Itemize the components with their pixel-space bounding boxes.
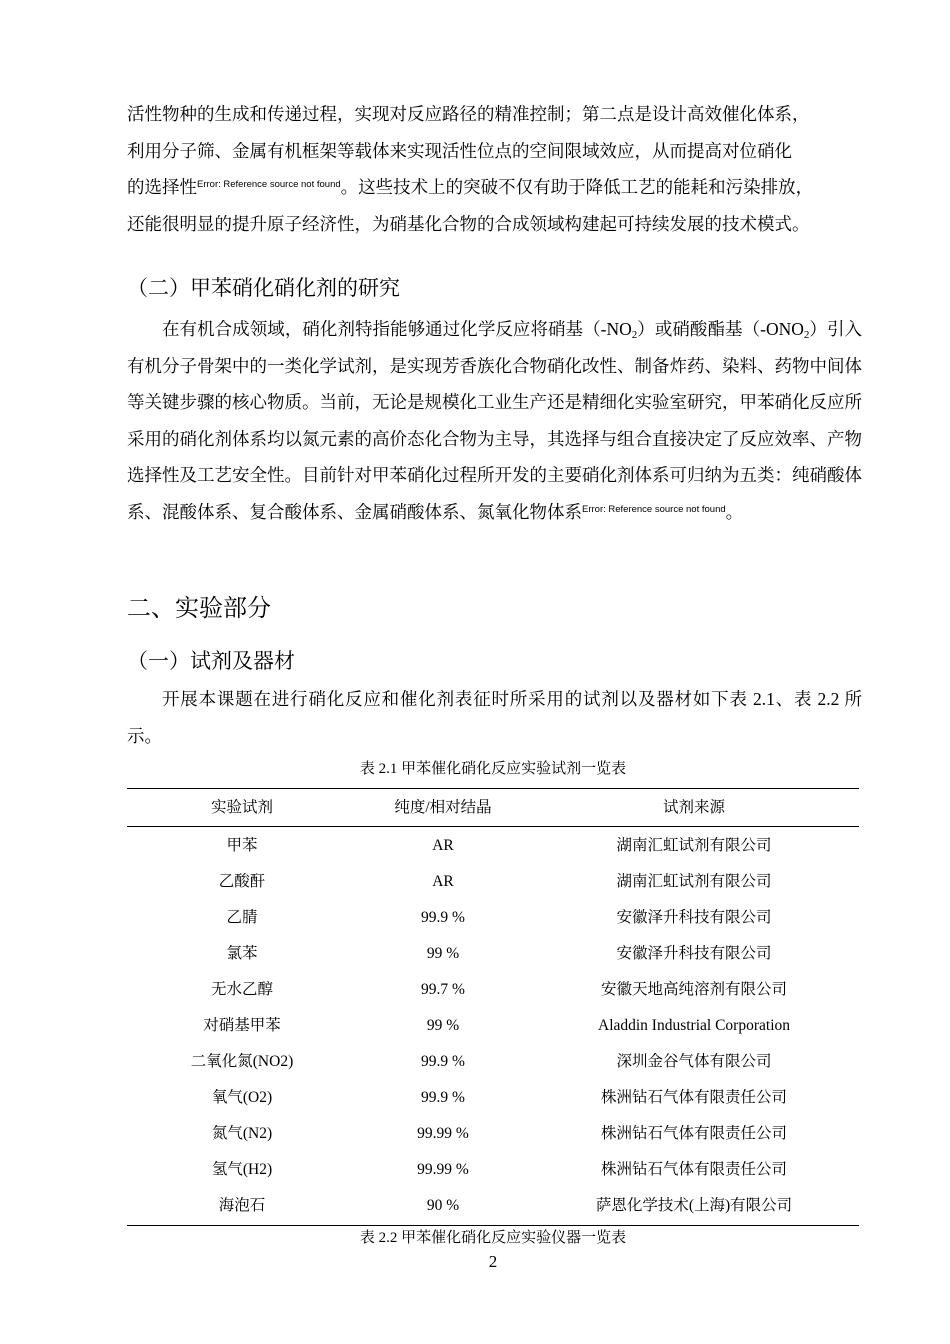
cell-source: 湖南汇虹试剂有限公司 bbox=[616, 873, 772, 890]
nitrating-agents-paragraph bbox=[127, 311, 862, 530]
cell-source: Aladdin Industrial Corporation bbox=[598, 1017, 790, 1034]
table-row bbox=[127, 1116, 859, 1152]
intro-line-2: 利用分子筛、金属有机框架等载体来实现活性位点的空间限域效应，从而提高对位硝化 bbox=[127, 140, 792, 161]
cell-purity: 99 % bbox=[426, 1017, 460, 1034]
page-number: 2 bbox=[488, 1252, 498, 1271]
cell-reagent: 无水乙醇 bbox=[210, 981, 273, 998]
reference-error-note: Error: Reference source not found bbox=[582, 503, 726, 515]
table-row bbox=[127, 864, 859, 900]
cell-reagent: 海泡石 bbox=[218, 1197, 266, 1214]
reagents-paragraph: 开展本课题在进行硝化反应和催化剂表征时所采用的试剂以及器材如下表 2.1、表 2.2 所示。 bbox=[127, 689, 862, 746]
table-row bbox=[127, 1188, 859, 1224]
intro-line-3a: 的选择性 bbox=[127, 177, 197, 197]
cell-purity: AR bbox=[432, 873, 454, 890]
cell-source: 安徽泽升科技有限公司 bbox=[616, 945, 772, 962]
cell-reagent: 氯苯 bbox=[226, 945, 258, 962]
cell-reagent: 氮气(N2) bbox=[211, 1125, 273, 1142]
table-row bbox=[127, 936, 859, 972]
intro-line-1: 活性物种的生成和传递过程，实现对反应路径的精准控制；第二点是设计高效催化体系， bbox=[127, 104, 810, 124]
cell-reagent: 乙腈 bbox=[226, 909, 258, 926]
nitrating-text-c: ）引入有机分子骨架中的一类化学试剂，是实现芳香族化合物硝化改性、制备炸药、染料、药物中间体等关键步骤的核心物质。当前，无论是规模化工业生产还是精细化实验室研究，甲苯硝化反应所采用的硝化剂体系均以氮元素的高价态化合物为主导，其选择与组合直接决定了反应效率、产物选择性及工艺安全性。目前针对甲苯硝化过程所开发的主要硝化剂体系可归纳为五类：纯硝酸体系、混酸体系、复合酸体系、金属硝酸体系、氮氧化物体系 bbox=[127, 319, 862, 522]
cell-reagent: 对硝基甲苯 bbox=[203, 1017, 281, 1034]
table-row bbox=[127, 1008, 859, 1044]
cell-purity: 99 % bbox=[426, 945, 460, 962]
nitrating-text-end: 。 bbox=[725, 501, 744, 522]
cell-purity: 99.9 % bbox=[421, 1053, 465, 1070]
table-bottom-rule bbox=[127, 1225, 859, 1226]
cell-source: 深圳金谷气体有限公司 bbox=[616, 1053, 772, 1070]
cell-reagent: 氧气(O2) bbox=[211, 1089, 273, 1106]
header-reagent: 实验试剂 bbox=[210, 799, 273, 816]
nitrating-text-a: 在有机合成领域，硝化剂特指能够通过化学反应将硝基（-NO bbox=[162, 319, 632, 339]
nitrating-text-b: ）或硝酸酯基（-ONO bbox=[637, 319, 804, 339]
header-purity: 纯度/相对结晶 bbox=[394, 799, 492, 816]
cell-source: 湖南汇虹试剂有限公司 bbox=[616, 837, 772, 854]
cell-purity: 99.9 % bbox=[421, 909, 465, 926]
table1-caption: 表 2.1 甲苯催化硝化反应实验试剂一览表 bbox=[359, 761, 627, 777]
subscript-2: 2 bbox=[631, 329, 638, 341]
table2-caption: 表 2.2 甲苯催化硝化反应实验仪器一览表 bbox=[359, 1230, 627, 1246]
header-source: 试剂来源 bbox=[662, 799, 725, 816]
reference-error-note: Error: Reference source not found bbox=[197, 179, 341, 190]
section-heading-nitrating-agents: （二）甲苯硝化硝化剂的研究 bbox=[127, 276, 400, 300]
cell-source: 安徽泽升科技有限公司 bbox=[616, 909, 772, 926]
table-row bbox=[127, 972, 859, 1008]
table-row bbox=[127, 900, 859, 936]
cell-reagent: 二氧化氮(NO2) bbox=[190, 1053, 294, 1070]
table-row bbox=[127, 1080, 859, 1116]
cell-source: 株洲钻石气体有限责任公司 bbox=[600, 1089, 787, 1106]
intro-paragraph bbox=[127, 96, 862, 242]
cell-purity: 99.9 % bbox=[421, 1089, 465, 1106]
intro-line-3b: 。这些技术上的突破不仅有助于降低工艺的能耗和污染排放， bbox=[340, 177, 814, 197]
cell-source: 安徽天地高纯溶剂有限公司 bbox=[600, 981, 787, 998]
cell-purity: 90 % bbox=[426, 1197, 460, 1214]
cell-reagent: 乙酸酐 bbox=[218, 873, 266, 890]
table-row bbox=[127, 1152, 859, 1188]
cell-purity: 99.99 % bbox=[417, 1125, 469, 1142]
intro-line-4: 还能很明显的提升原子经济性，为硝基化合物的合成领域构建起可持续发展的技术模式。 bbox=[127, 213, 810, 234]
section-heading-reagents: （一）试剂及器材 bbox=[127, 649, 295, 673]
cell-purity: 99.99 % bbox=[417, 1161, 469, 1178]
subscript-2: 2 bbox=[803, 329, 810, 341]
cell-source: 株洲钻石气体有限责任公司 bbox=[600, 1125, 787, 1142]
cell-source: 萨恩化学技术(上海)有限公司 bbox=[595, 1197, 793, 1214]
cell-source: 株洲钻石气体有限责任公司 bbox=[600, 1161, 787, 1178]
table-row bbox=[127, 1044, 859, 1080]
table-header-row bbox=[127, 790, 859, 826]
table-header-rule bbox=[127, 826, 859, 827]
cell-purity: AR bbox=[432, 837, 454, 854]
table-row bbox=[127, 828, 859, 864]
table-top-rule bbox=[127, 788, 859, 789]
section-heading-experiment: 二、实验部分 bbox=[127, 594, 271, 622]
cell-purity: 99.7 % bbox=[421, 981, 465, 998]
cell-reagent: 甲苯 bbox=[226, 837, 258, 854]
cell-reagent: 氢气(H2) bbox=[211, 1161, 273, 1178]
